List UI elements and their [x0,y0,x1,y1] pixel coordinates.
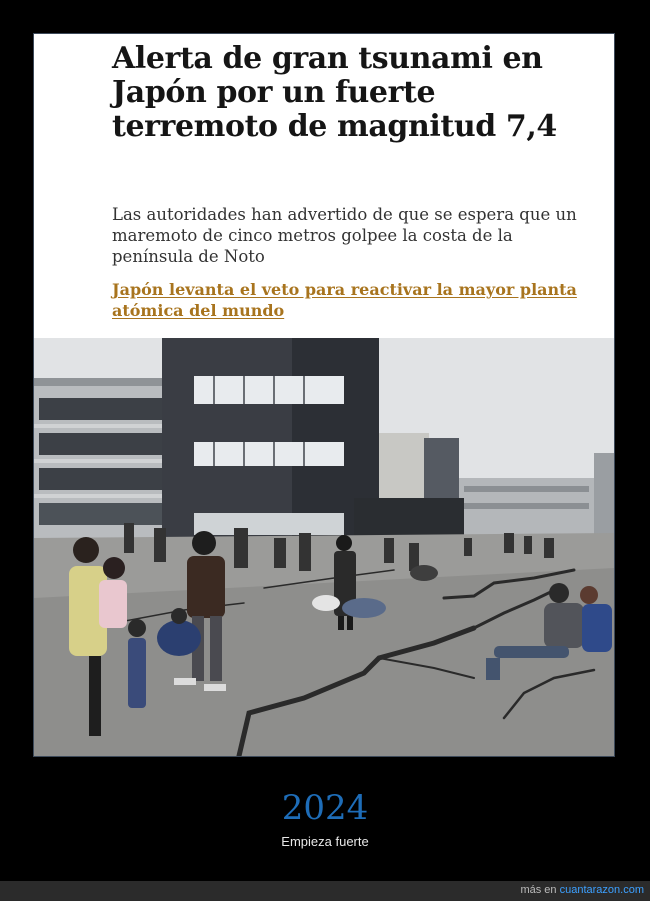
article-headline: Alerta de gran tsunami en Japón por un fuerte terremoto de magnitud 7,4 [112,41,557,144]
site-link[interactable]: cuantarazon.com [559,884,644,896]
article-summary: Las autoridades han advertido de que se espera que un maremoto de cinco metros golpee la costa de la península de Noto [112,205,577,266]
year-caption: 2024 [281,788,369,828]
news-article [34,34,614,338]
site-footer [0,881,650,901]
earthquake-photo [34,338,614,756]
meme-caption: Empieza fuerte [281,834,369,849]
related-article-link[interactable]: Japón levanta el veto para reactivar la mayor planta atómica del mundo [112,280,577,320]
meme-frame [33,33,615,757]
left-building-wing [34,378,169,548]
footer-prefix: más en [520,884,557,896]
